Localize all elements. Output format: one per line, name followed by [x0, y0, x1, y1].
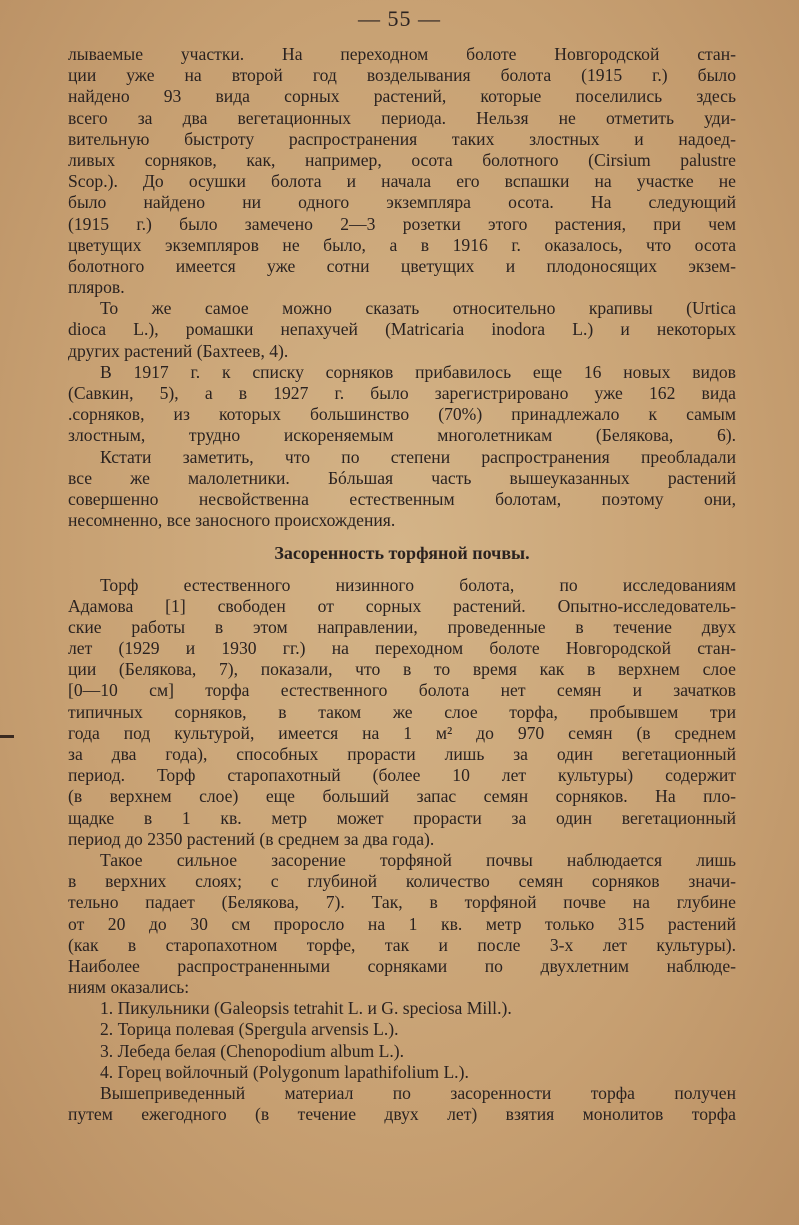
text-line: ские работы в этом направлении, проведенные в течение двух: [68, 616, 736, 637]
text-line: года под культурой, имеется на 1 м² до 970 семян (в среднем: [68, 722, 736, 743]
text-line: от 20 до 30 см проросло на 1 кв. метр только 315 растений: [68, 913, 736, 934]
page-number: — 55 —: [358, 6, 441, 31]
text-line: ции (Белякова, 7), показали, что в то время как в верхнем слое: [68, 659, 736, 680]
text-line: за два года), способных прорасти лишь за один вегетационный: [68, 744, 736, 764]
text-line: ции уже на второй год возделывания болота (1915 г.) было: [68, 65, 736, 86]
text-line: Адамова [1] свободен от сорных растений. Опытно-исследователь-: [68, 595, 736, 616]
text-line: щадке в 1 кв. метр может прорасти за один вегетационный: [68, 807, 736, 828]
text-line: совершенно несвойственна естественным болотам, поэтому они,: [68, 488, 736, 509]
list-item: 3. Лебеда белая (Chenopodium album L.).: [100, 1040, 405, 1061]
text-line: найдено 93 вида сорных растений, которые поселились здесь: [68, 86, 736, 107]
text-line: ливых сорняков, как, например, осота болотного (Cirsium palustre: [68, 149, 736, 170]
text-line: других растений (Бахтеев, 4).: [68, 340, 289, 361]
text-line: болотного имеется уже сотни цветущих и плодоносящих экзем-: [68, 255, 736, 276]
text-line: период до 2350 растений (в среднем за два года).: [68, 828, 435, 849]
text-line: период. Торф старопахотный (более 10 лет культуры) содержит: [68, 765, 736, 786]
list-item: 2. Торица полевая (Spergula arvensis L.).: [100, 1019, 399, 1040]
text-line: Кстати заметить, что по степени распространения преобладали: [100, 446, 736, 467]
body-text: [68, 44, 736, 1125]
text-line: [0—10 см] торфа естественного болота нет семян и зачатков: [68, 680, 736, 701]
text-line: Вышеприведенный материал по засоренности торфа получен: [100, 1083, 736, 1103]
text-line: вительную быстроту распространения таких злостных и надоед-: [68, 128, 736, 149]
paragraph: [68, 575, 736, 850]
text-line: (как в старопахотном торфе, так и после 3-х лет культуры).: [68, 934, 736, 955]
text-line: Наиболее распространенными сорняками по двухлетним наблюде-: [68, 955, 736, 976]
text-line: В 1917 г. к списку сорняков прибавилось еще 16 новых видов: [100, 361, 736, 382]
text-line: Такое сильное засорение торфяной почвы наблюдается лишь: [100, 849, 736, 870]
section-heading: Засоренность торфяной почвы.: [274, 543, 530, 564]
paragraph: [68, 447, 736, 532]
text-line: пляров.: [68, 277, 125, 298]
list-item: 1. Пикульники (Galeopsis tetrahit L. и G. speciosa Mill.).: [100, 998, 512, 1019]
text-line: (1915 г.) было замечено 2—3 розетки этого растения, при чем: [68, 213, 736, 234]
text-line: Scop.). До осушки болота и начала его вспашки на участке не: [68, 171, 736, 192]
text-line: всего за два вегетационных периода. Нельзя не отметить уди-: [68, 107, 736, 128]
paragraph: [68, 1083, 736, 1125]
page-edge-mark: [0, 735, 14, 738]
text-line: злостным, трудно искореняемым многолетникам (Белякова, 6).: [68, 425, 736, 446]
text-line: Торф естественного низинного болота, по исследованиям: [100, 574, 736, 595]
text-line: тельно падает (Белякова, 7). Так, в торфяной почве на глубине: [68, 892, 736, 913]
text-line: То же самое можно сказать относительно крапивы (Urtica: [100, 298, 736, 319]
paragraph: [68, 362, 736, 447]
text-line: лет (1929 и 1930 гг.) на переходном болоте Новгородской стан-: [68, 638, 736, 659]
text-line: .сорняков, из которых большинство (70%) принадлежало к самым: [68, 404, 736, 425]
text-line: (Савкин, 5), а в 1927 г. было зарегистрировано уже 162 вида: [68, 383, 736, 403]
paragraph: [68, 298, 736, 362]
text-line: (в верхнем слое) еще больший запас семян сорняков. На пло-: [68, 786, 736, 807]
text-line: в верхних слоях; с глубиной количество семян сорняков значи-: [68, 871, 736, 892]
text-line: dioca L.), ромашки непахучей (Matricaria inodora L.) и некоторых: [68, 319, 736, 340]
text-line: несомненно, все заносного происхождения.: [68, 510, 396, 531]
paragraph: [68, 44, 736, 298]
list-item: 4. Горец войлочный (Polygonum lapathifolium L.).: [100, 1061, 469, 1082]
text-line: путем ежегодного (в течение двух лет) взятия монолитов торфа: [68, 1104, 736, 1125]
weed-list: [68, 998, 736, 1083]
text-line: лываемые участки. На переходном болоте Новгородской стан-: [68, 44, 736, 64]
text-line: цветущих экземпляров не было, а в 1916 г. оказалось, что осота: [68, 234, 736, 255]
text-line: было найдено ни одного экземпляра осота. На следующий: [68, 192, 736, 213]
paragraph: [68, 850, 736, 998]
text-line: все же малолетники. Бóльшая часть вышеуказанных растений: [68, 467, 736, 488]
text-line: типичных сорняков, в таком же слое торфа, пробывшем три: [68, 701, 736, 722]
text-line: ниям оказались:: [68, 977, 190, 998]
